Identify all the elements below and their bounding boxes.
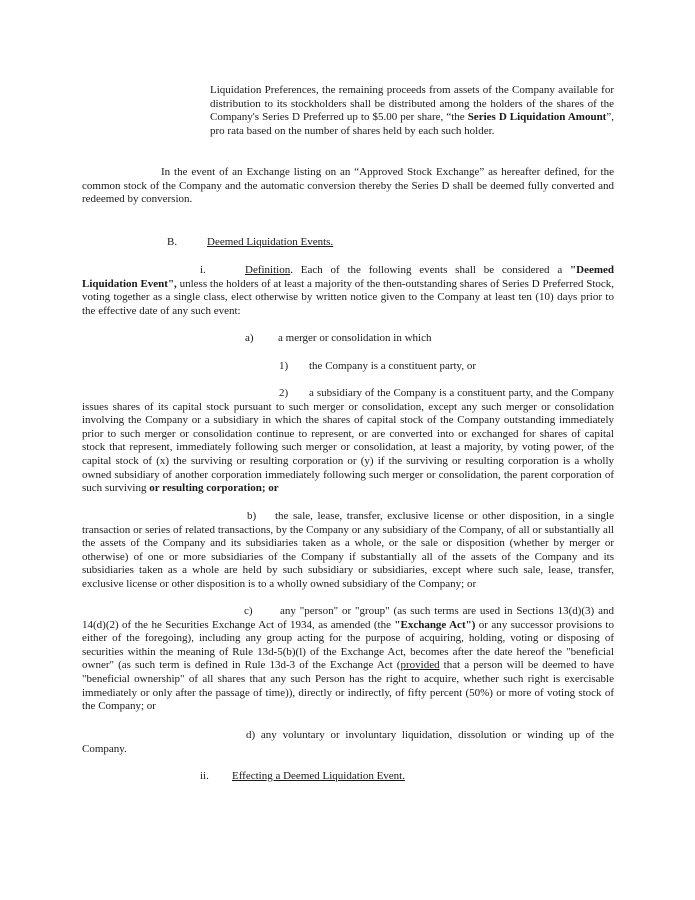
section-b-marker: B. xyxy=(167,236,178,248)
item-a-1-marker: 1) xyxy=(279,360,289,372)
item-d: d) any voluntary or involuntary liquidation, dissolution or winding up of the Company. xyxy=(82,729,614,755)
item-a-marker: a) xyxy=(245,332,254,344)
exchange-act-term: "Exchange Act") xyxy=(394,618,476,631)
definition-paragraph: i. Definition. Each of the following events shall be considered a "Deemed Liquidation Event", unless the holders of at least a majority of the then-outstanding shares of Series D Preferred Stock, voting together as a single class, elect otherwise by written notice given to the Company at least ten (10) days prior to the effective date of any such event: xyxy=(82,264,615,317)
definition-marker: i. xyxy=(200,264,206,276)
exchange-listing-paragraph: In the event of an Exchange listing on an “Approved Stock Exchange” as hereafter defined, for the common stock of the Company and the automatic conversion thereby the Series D shall be deemed fully converted and redeemed by conversion. xyxy=(82,166,614,206)
item-c-marker: c) xyxy=(244,605,253,617)
deemed-liquidation-event-term: "Deemed Liquidation Event", xyxy=(82,264,614,290)
definition-title: Definition xyxy=(245,264,291,276)
section-ii-marker: ii. xyxy=(200,770,209,782)
item-a-2: 2) a subsidiary of the Company is a constituent party, and the Company issues shares of its capital stock pursuant to such merger or consolidation, except any such merger or consolidation involving the Company or a subsidiary in which the shares of capital stock of the Company outstanding immediately prior to such merger or consolidation continue to represent, or are converted into or exchanged for shares of capital stock that represent, immediately following such merger or consolidation, at least a majority, by voting power, of the capital stock of (x) the surviving or resulting corporation or (y) if the surviving or resulting corporation is a wholly owned subsidiary of another corporation immediately following such merger or consolidation, the parent corporation of such surviving or resulting corporation; or xyxy=(82,387,614,495)
item-b-marker: b) xyxy=(247,510,257,522)
section-ii-title: Effecting a Deemed Liquidation Event. xyxy=(232,770,405,782)
section-ii-heading xyxy=(200,770,560,784)
section-b-heading xyxy=(167,236,467,250)
series-d-liquidation-amount-term: Series D Liquidation Amount xyxy=(467,111,607,124)
item-a: a) a merger or consolidation in which xyxy=(245,332,432,344)
item-a-1: 1) the Company is a constituent party, or xyxy=(279,360,477,372)
item-b: b) the sale, lease, transfer, exclusive license or other disposition, in a single transaction or series of related transactions, by the Company or any subsidiary of the Company, of all or substantially all the assets of the Company and its subsidiaries taken as a whole, or the sale or disposition (whether by merger or otherwise) of one or more subsidiaries of the Company if substantially all of the assets of the Company and its subsidiaries taken as a whole are held by such subsidiary or subsidiaries, except where such sale, lease, transfer, exclusive license or other disposition is to a wholly owned subsidiary of the Company; or xyxy=(82,510,614,590)
item-c: c) any "person" or "group" (as such terms are used in Sections 13(d)(3) and 14(d)(2) of the he Securities Exchange Act of 1934, as amended (the "Exchange Act") or any successor provisions to either of the foregoing), including any group acting for the purpose of acquiring, holding, voting or disposing of securities within the meaning of Rule 13d-5(b)(l) of the Exchange Act, becomes after the date hereof the "beneficial owner" (as such term is defined in Rule 13d-3 of the Exchange Act (provided that a person will be deemed to have "beneficial ownership" of all shares that any such Person has the right to acquire, whether such right is exercisable immediately or only after the passage of time)), directly or indirectly, of fifty percent (50%) or more of voting stock of the Company; or xyxy=(82,605,614,713)
section-b-title: Deemed Liquidation Events. xyxy=(207,236,334,248)
item-a-2-marker: 2) xyxy=(279,387,289,399)
liquidation-preferences-paragraph: Liquidation Preferences, the remaining proceeds from assets of the Company available for distribution to its stockholders shall be distributed among the holders of the shares of the Company's Series D Preferred up to $5.00 per share, “the Series D Liquidation Amount”, pro rata based on the number of shares held by each such holder. xyxy=(210,84,614,137)
